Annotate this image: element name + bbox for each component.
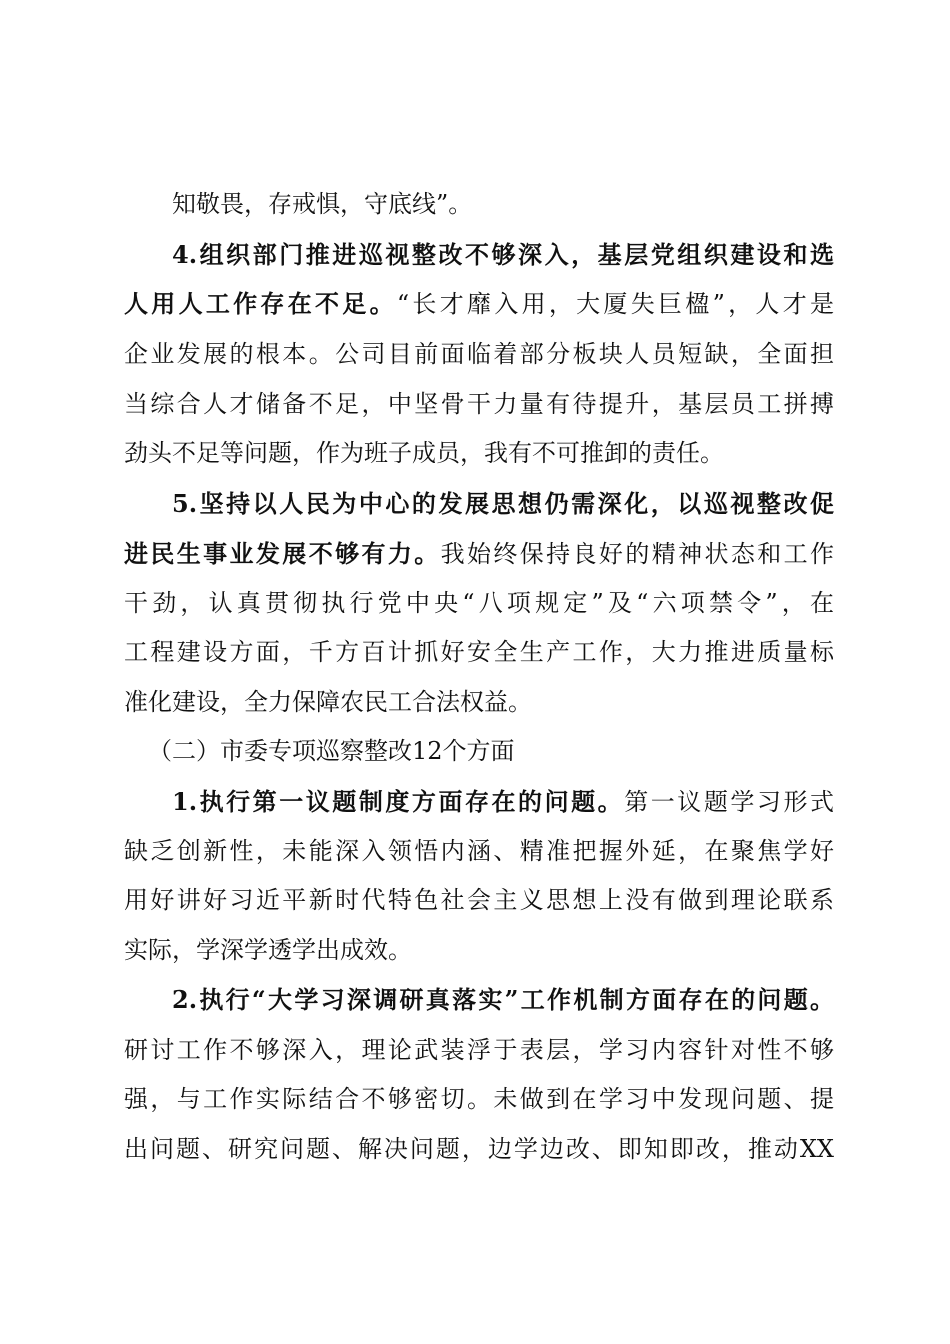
item-heading-text: 4.组织部门推进巡视整改不够深入，基层党组织建设和选 (172, 240, 834, 269)
item-heading-text: 进民生事业发展不够有力。 (124, 539, 441, 568)
paragraph-line (124, 338, 834, 370)
paragraph-line (124, 636, 834, 668)
body-text: 出问题、研究问题、解决问题，边学边改、即知即改，推动XX (124, 1135, 834, 1163)
body-text: 强，与工作实际结合不够密切。未做到在学习中发现问题、提 (124, 1085, 834, 1113)
body-text: 用好讲好习近平新时代特色社会主义思想上没有做到理论联系 (124, 886, 834, 914)
paragraph-line (172, 239, 834, 271)
body-text: “长才靡入用，大厦失巨楹”，人才是 (396, 290, 834, 318)
paragraph-line (124, 835, 834, 867)
body-text: 干劲，认真贯彻执行党中央“八项规定”及“六项禁令”，在 (124, 589, 834, 617)
body-text: 工程建设方面，千方百计抓好安全生产工作，大力推进质量标 (124, 638, 834, 666)
item-heading-text: 5.坚持以人民为中心的发展思想仍需深化，以巡视整改促 (172, 489, 834, 518)
body-text: 我始终保持良好的精神状态和工作 (440, 540, 835, 568)
section-heading (148, 735, 834, 767)
body-text: 实际，学深学透学出成效。 (124, 936, 412, 964)
paragraph-line (124, 538, 834, 570)
body-text: 缺乏创新性，未能深入领悟内涵、精准把握外延，在聚焦学好 (124, 837, 834, 865)
paragraph-line (124, 934, 834, 966)
paragraph-line (124, 437, 834, 469)
item-heading-text: 人用人工作存在不足。 (124, 289, 397, 318)
section-heading-text: （二）市委专项巡察整改12个方面 (148, 737, 515, 765)
body-text: 知敬畏，存戒惧，守底线”。 (172, 190, 473, 218)
paragraph-line (124, 388, 834, 420)
paragraph-line (124, 884, 834, 916)
body-text: 当综合人才储备不足，中坚骨干力量有待提升，基层员工拼搏 (124, 390, 834, 418)
paragraph-line (124, 288, 834, 320)
paragraph-line (124, 1083, 834, 1115)
paragraph-line (124, 587, 834, 619)
paragraph-line (124, 1133, 834, 1165)
paragraph-line (124, 686, 834, 718)
body-text: 劲头不足等问题，作为班子成员，我有不可推卸的责任。 (124, 439, 724, 467)
body-text: 第一议题学习形式 (624, 788, 834, 816)
item-heading-text: 2.执行“大学习深调研真落实”工作机制方面存在的问题。 (172, 985, 834, 1014)
body-text: 准化建设，全力保障农民工合法权益。 (124, 688, 532, 716)
paragraph-line (172, 188, 834, 220)
paragraph-line (124, 1034, 834, 1066)
paragraph-line (172, 488, 834, 520)
paragraph-line (172, 786, 834, 818)
paragraph-line (172, 984, 834, 1016)
body-text: 研讨工作不够深入，理论武装浮于表层，学习内容针对性不够 (124, 1036, 834, 1064)
body-text: 企业发展的根本。公司目前面临着部分板块人员短缺，全面担 (124, 340, 834, 368)
item-heading-text: 1.执行第一议题制度方面存在的问题。 (172, 787, 625, 816)
